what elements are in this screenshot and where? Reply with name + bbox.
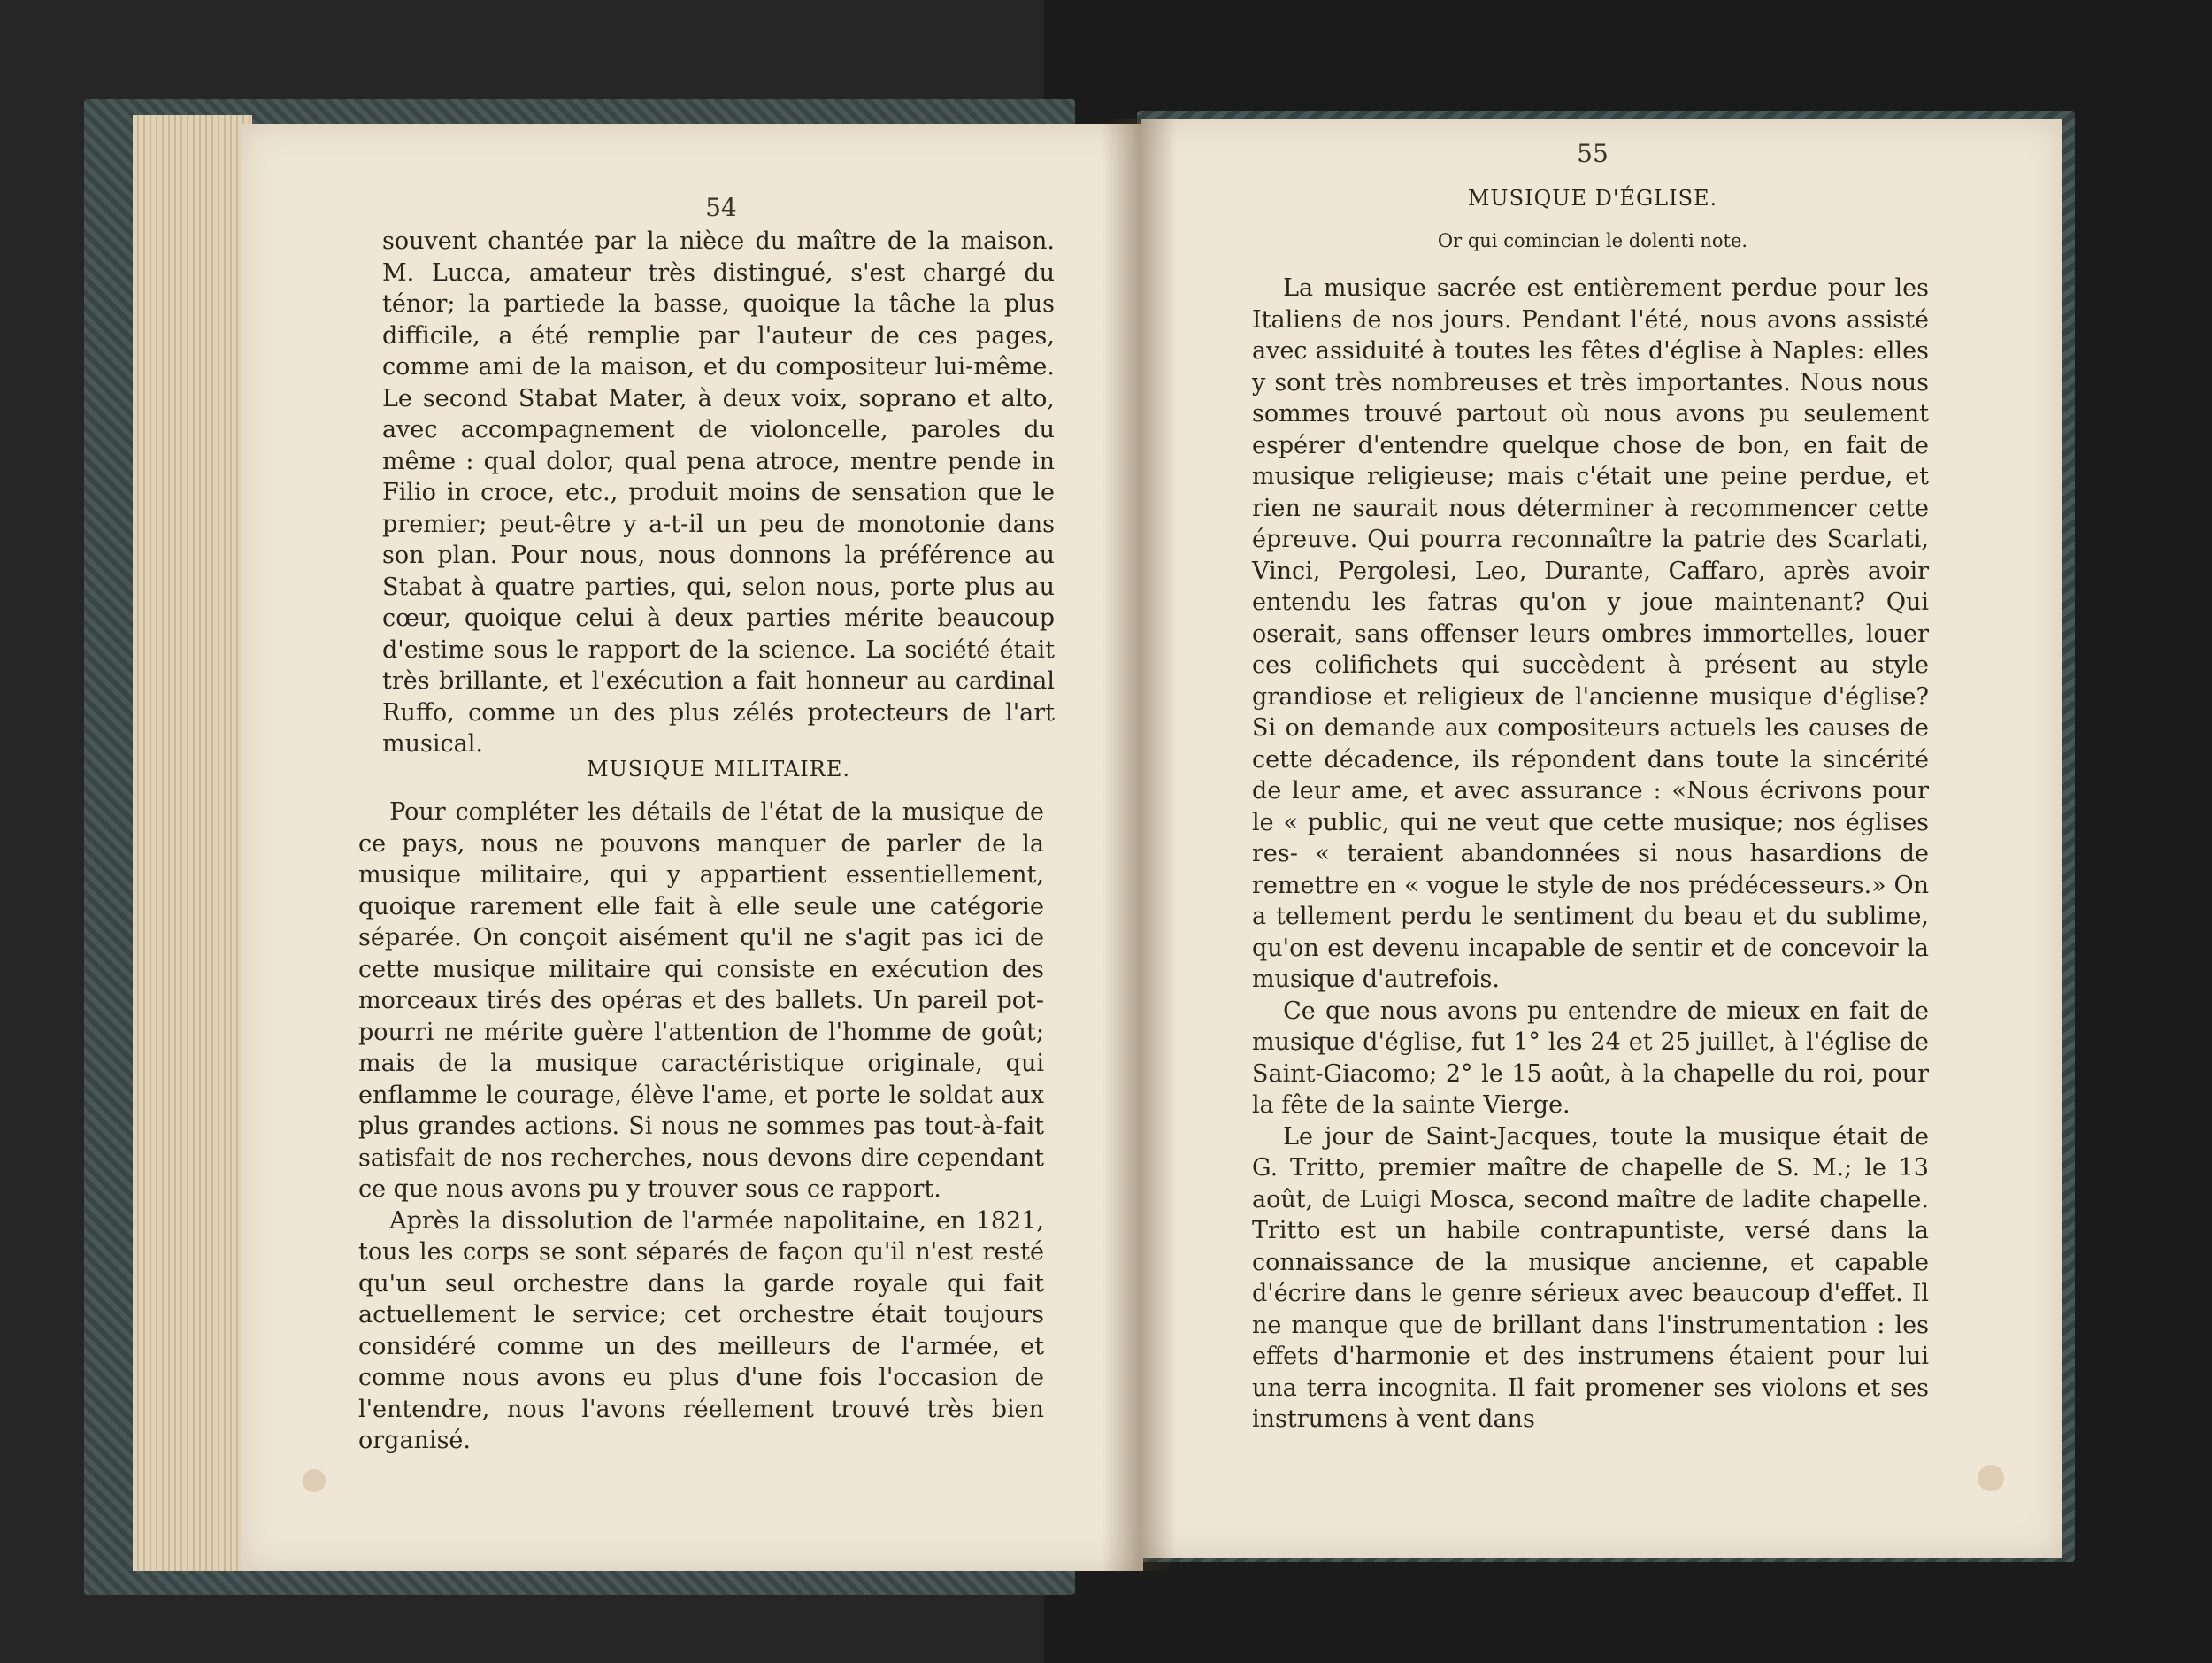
epigraph: Or qui comincian le dolenti note.	[1437, 230, 1748, 251]
book-gutter	[1102, 119, 1177, 1571]
section-title-left: MUSIQUE MILITAIRE.	[587, 757, 850, 781]
section-title-right: MUSIQUE D'ÉGLISE.	[1467, 186, 1718, 211]
paragraph: Le jour de Saint-Jacques, toute la musique était de G. Tritto, premier maître de chapelle de S. M.; le 13 août, de Luigi Mosca, second maître de ladite chapelle. Tritto est un habile contrapuntiste, versé dans la connaissance de la musique ancienne, et capable d'écrire dans le genre sérieux avec beaucoup d'effet. Il ne manque que de brillant dans l'instrumentation : les effets d'harmonie et des instrumens étaient pour lui una terra incognita. Il fait promener ses violons et ses instrumens à vent dans	[1252, 1122, 1929, 1433]
foxing-spot	[303, 1469, 326, 1492]
paragraph: La musique sacrée est entièrement perdue pour les Italiens de nos jours. Pendant l'été, nous avons assisté avec assiduité à toutes les fêtes d'église à Naples: elles y sont très nombreuses et très importantes. Nous nous sommes trouvé partout où nous avons pu seulement espérer d'entendre quelque chose de bon, en fait de musique religieuse; mais c'était une peine perdue, et rien ne saurait nous déterminer à recommencer cette épreuve. Qui pourra reconnaître la patrie des Scarlati, Vinci, Pergolesi, Leo, Durante, Caffaro, après avoir entendu les fatras qu'on y joue maintenant? Qui oserait, sans offenser leurs ombres immortelles, louer ces colifichets qui succèdent à présent au style grandiose et religieux de l'ancienne musique d'église? Si on demande aux compositeurs actuels les causes de cette décadence, ils répondent dans toute la sincérité de leur ame, et avec assurance : «Nous écrivons pour le « public, qui ne veut que cette musique; nos églises res- « teraient abandonnées si nous hasardions de remettre en « vogue le style de nos prédécesseurs.» On a tellement perdu le sentiment du beau et du sublime, qu'on est devenu incapable de sentir et de concevoir la musique d'autrefois.	[1252, 274, 1929, 993]
page-number-right: 55	[1577, 139, 1609, 168]
paragraph: Ce que nous avons pu entendre de mieux en fait de musique d'église, fut 1° les 24 et 25 juillet, à l'église de Saint-Giacomo; 2° le 15 août, à la chapelle du roi, pour la fête de la sainte Vierge.	[1252, 997, 1929, 1119]
paragraph: souvent chantée par la nièce du maître de la maison. M. Lucca, amateur très distingué, s'est chargé du ténor; la partiede la basse, quoique la tâche la plus difficile, a été remplie par l'auteur de ces pages, comme ami de la maison, et du compositeur lui-même. Le second Stabat Mater, à deux voix, soprano et alto, avec accompagnement de violoncelle, paroles du même : qual dolor, qual pena atroce, mentre pende in Filio in croce, etc., produit moins de sensation que le premier; peut-être y a-t-il un peu de monotonie dans son plan. Pour nous, nous donnons la préférence au Stabat à quatre parties, qui, selon nous, porte plus au cœur, quoique celui à deux parties mérite beaucoup d'estime sous le rapport de la science. La société était très brillante, et l'exécution a fait honneur au cardinal Ruffo, comme un des plus zélés protecteurs de l'art musical.	[382, 227, 1055, 758]
right-page-text	[1252, 273, 1929, 1436]
foxing-spot	[1978, 1465, 2004, 1491]
page-number-left: 54	[705, 193, 737, 222]
paragraph: Pour compléter les détails de l'état de la musique de ce pays, nous ne pouvons manquer de parler de la musique militaire, qui y appartient essentiellement, quoique rarement elle fait à elle seule une catégorie séparée. On conçoit aisément qu'il ne s'agit pas ici de cette musique militaire qui consiste en exécution des morceaux tirés des opéras et des ballets. Un pareil pot-pourri ne mérite guère l'attention de l'homme de goût; mais de la musique caractéristique originale, qui enflamme le courage, élève l'ame, et porte le soldat aux plus grandes actions. Si nous ne sommes pas tout-à-fait satisfait de nos recherches, nous devons dire cependant ce que nous avons pu y trouver sous ce rapport.	[358, 798, 1044, 1203]
page-edges	[133, 115, 252, 1571]
left-page-text	[382, 226, 1055, 760]
left-page-text-2	[358, 797, 1044, 1457]
paragraph: Après la dissolution de l'armée napolitaine, en 1821, tous les corps se sont séparés de façon qu'il n'est resté qu'un seul orchestre dans la garde royale qui fait actuellement le service; cet orchestre était toujours considéré comme un des meilleurs de l'armée, et comme nous avons eu plus d'une fois l'occasion de l'entendre, nous l'avons réellement trouvé très bien organisé.	[358, 1206, 1044, 1454]
